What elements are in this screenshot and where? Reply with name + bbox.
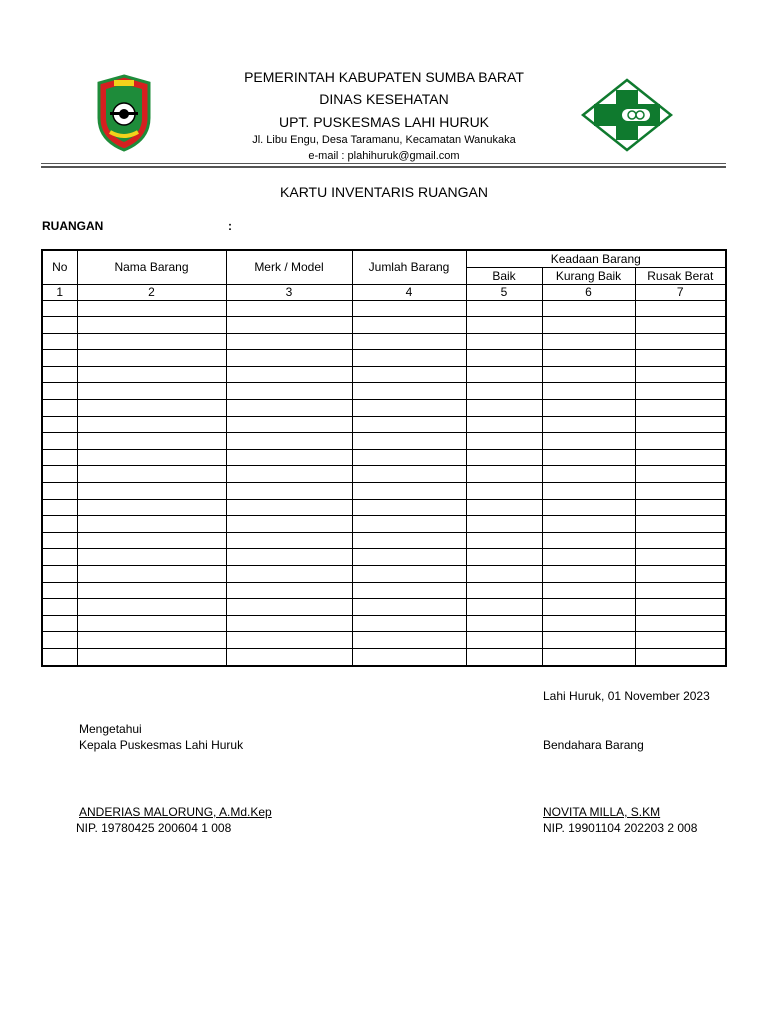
table-cell [226,599,352,616]
table-row [42,549,726,566]
table-cell [226,400,352,417]
inventory-table [41,249,727,667]
column-number: 5 [466,284,542,300]
table-cell [635,549,726,566]
table-cell [42,483,77,500]
table-cell [352,499,466,516]
table-cell [466,400,542,417]
table-cell [352,516,466,533]
table-cell [542,466,635,483]
table-row [42,582,726,599]
table-cell [635,499,726,516]
table-cell [466,333,542,350]
table-cell [226,300,352,317]
header-no: No [42,250,77,284]
table-cell [466,300,542,317]
left-signatory-name: ANDERIAS MALORUNG, A.Md.Kep [79,805,272,819]
table-cell [226,632,352,649]
table-cell [42,383,77,400]
table-cell [42,416,77,433]
table-cell [42,566,77,583]
table-cell [42,449,77,466]
table-cell [635,615,726,632]
table-cell [542,333,635,350]
table-cell [77,433,226,450]
table-cell [42,400,77,417]
ruangan-label: RUANGAN [42,219,104,233]
table-cell [77,599,226,616]
right-signatory-nip: NIP. 19901104 202203 2 008 [543,821,698,835]
table-cell [542,350,635,367]
table-row [42,433,726,450]
column-number: 2 [77,284,226,300]
table-row [42,333,726,350]
table-cell [352,433,466,450]
table-cell [226,449,352,466]
table-cell [77,499,226,516]
table-cell [42,532,77,549]
table-cell [635,433,726,450]
table-cell [635,350,726,367]
table-cell [352,300,466,317]
table-cell [77,582,226,599]
table-row [42,400,726,417]
table-cell [226,483,352,500]
table-cell [226,648,352,665]
table-cell [352,317,466,334]
table-cell [542,416,635,433]
table-cell [77,532,226,549]
table-cell [542,632,635,649]
table-cell [77,317,226,334]
ruangan-colon: : [228,219,232,233]
table-cell [77,483,226,500]
table-cell [635,566,726,583]
table-cell [542,566,635,583]
table-cell [42,300,77,317]
table-cell [42,615,77,632]
right-signatory-name: NOVITA MILLA, S.KM [543,805,661,819]
table-cell [635,632,726,649]
table-cell [226,516,352,533]
table-cell [352,466,466,483]
table-cell [542,433,635,450]
table-cell [352,566,466,583]
table-row [42,632,726,649]
table-cell [635,300,726,317]
table-cell [542,449,635,466]
table-cell [77,400,226,417]
table-row [42,366,726,383]
table-cell [466,366,542,383]
table-cell [635,466,726,483]
table-row [42,499,726,516]
table-cell [352,582,466,599]
table-cell [466,449,542,466]
header-jumlah-barang: Jumlah Barang [352,250,466,284]
table-row [42,350,726,367]
left-signatory-nip: NIP. 19780425 200604 1 008 [76,821,232,835]
table-cell [542,483,635,500]
table-cell [635,400,726,417]
table-cell [352,632,466,649]
table-cell [42,499,77,516]
column-number: 7 [635,284,726,300]
table-cell [226,350,352,367]
column-number: 3 [226,284,352,300]
table-row [42,317,726,334]
header-nama-barang: Nama Barang [77,250,226,284]
table-cell [466,350,542,367]
table-cell [466,317,542,334]
table-cell [42,599,77,616]
table-cell [635,648,726,665]
table-cell [226,317,352,334]
table-cell [635,416,726,433]
left-signatory-title: Kepala Puskesmas Lahi Huruk [79,738,244,752]
table-cell [466,549,542,566]
table-cell [542,516,635,533]
table-cell [466,615,542,632]
table-cell [542,648,635,665]
table-cell [226,383,352,400]
table-cell [77,566,226,583]
table-cell [466,599,542,616]
table-cell [226,333,352,350]
table-cell [635,366,726,383]
table-cell [542,615,635,632]
table-cell [226,466,352,483]
header-government: PEMERINTAH KABUPATEN SUMBA BARAT [244,69,524,85]
header-divider-thin [41,163,726,164]
table-row [42,300,726,317]
table-cell [77,366,226,383]
table-row [42,648,726,665]
table-cell [352,416,466,433]
table-cell [42,350,77,367]
mengetahui-label: Mengetahui [79,722,142,736]
table-cell [42,648,77,665]
table-cell [352,400,466,417]
table-row [42,566,726,583]
column-number: 6 [542,284,635,300]
table-cell [226,366,352,383]
table-cell [352,383,466,400]
table-cell [466,566,542,583]
header-agency: DINAS KESEHATAN [319,91,449,107]
table-cell [466,416,542,433]
table-cell [77,648,226,665]
table-cell [542,300,635,317]
table-cell [542,599,635,616]
header-kurang-baik: Kurang Baik [542,267,635,284]
table-cell [226,499,352,516]
table-cell [352,350,466,367]
table-row [42,532,726,549]
table-cell [42,516,77,533]
table-cell [635,333,726,350]
table-cell [466,648,542,665]
table-cell [77,383,226,400]
table-cell [542,549,635,566]
table-cell [352,366,466,383]
table-cell [77,466,226,483]
header-keadaan-barang: Keadaan Barang [466,250,726,267]
document-title: KARTU INVENTARIS RUANGAN [280,184,488,200]
table-cell [542,383,635,400]
table-cell [635,449,726,466]
column-number: 1 [42,284,77,300]
table-cell [466,532,542,549]
table-cell [466,466,542,483]
table-cell [226,566,352,583]
table-cell [466,499,542,516]
header-baik: Baik [466,267,542,284]
table-cell [352,449,466,466]
table-row [42,416,726,433]
table-cell [635,516,726,533]
table-row [42,615,726,632]
table-cell [226,615,352,632]
table-cell [77,416,226,433]
table-cell [466,632,542,649]
table-cell [352,615,466,632]
table-cell [77,350,226,367]
table-cell [42,466,77,483]
table-cell [542,317,635,334]
table-cell [542,532,635,549]
table-cell [352,648,466,665]
table-cell [77,549,226,566]
table-cell [226,433,352,450]
table-cell [42,549,77,566]
table-cell [466,383,542,400]
table-cell [77,615,226,632]
table-cell [352,599,466,616]
table-cell [635,317,726,334]
table-cell [226,549,352,566]
table-cell [542,366,635,383]
table-cell [42,366,77,383]
header-unit: UPT. PUSKESMAS LAHI HURUK [278,114,490,130]
header-divider-thick [41,166,726,168]
table-cell [542,582,635,599]
table-cell [42,433,77,450]
column-number-row [42,284,726,300]
table-cell [226,532,352,549]
table-cell [352,532,466,549]
table-cell [226,582,352,599]
place-date: Lahi Huruk, 01 November 2023 [543,689,710,703]
table-cell [635,483,726,500]
table-cell [42,333,77,350]
column-number: 4 [352,284,466,300]
table-row [42,516,726,533]
table-cell [542,400,635,417]
table-row [42,599,726,616]
table-cell [42,317,77,334]
table-cell [42,582,77,599]
table-cell [466,516,542,533]
header-email: e-mail : plahihuruk@gmail.com [308,150,460,162]
table-cell [635,532,726,549]
table-cell [635,383,726,400]
table-cell [635,582,726,599]
table-cell [352,549,466,566]
table-cell [226,416,352,433]
header-rusak-berat: Rusak Berat [635,267,726,284]
table-row [42,466,726,483]
table-cell [77,516,226,533]
table-cell [542,499,635,516]
table-cell [77,333,226,350]
table-cell [77,300,226,317]
table-cell [77,632,226,649]
header-merk-model: Merk / Model [226,250,352,284]
table-cell [352,333,466,350]
table-row [42,449,726,466]
table-cell [466,483,542,500]
table-cell [635,599,726,616]
table-cell [42,632,77,649]
table-cell [77,449,226,466]
table-cell [352,483,466,500]
right-signatory-title: Bendahara Barang [543,738,644,752]
table-row [42,483,726,500]
header-address: Jl. Libu Engu, Desa Taramanu, Kecamatan Wanukaka [252,134,516,146]
table-cell [466,582,542,599]
table-cell [466,433,542,450]
table-row [42,383,726,400]
